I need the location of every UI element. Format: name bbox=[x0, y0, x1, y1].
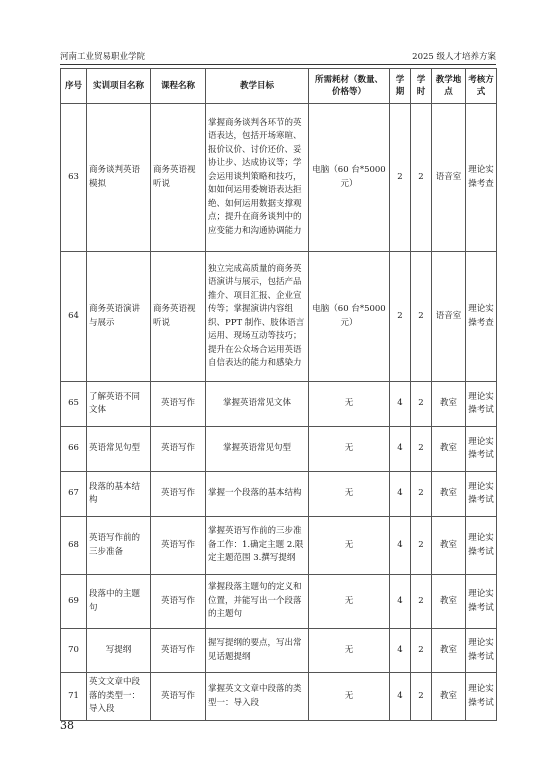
cell-no: 69 bbox=[61, 575, 87, 629]
cell-term: 4 bbox=[390, 517, 411, 575]
col-header-no: 序号 bbox=[61, 69, 87, 104]
table-row bbox=[61, 673, 497, 721]
cell-course: 英语写作 bbox=[151, 673, 206, 721]
table-row bbox=[61, 517, 497, 575]
cell-exam: 理论实操考试 bbox=[466, 517, 497, 575]
cell-place: 教室 bbox=[432, 382, 466, 427]
page-number: 38 bbox=[60, 719, 74, 732]
cell-no: 64 bbox=[61, 252, 87, 382]
training-table bbox=[60, 68, 497, 721]
cell-place: 语音室 bbox=[432, 252, 466, 382]
cell-place: 教室 bbox=[432, 472, 466, 517]
col-header-place: 教学地点 bbox=[432, 69, 466, 104]
cell-exam: 理论实操考试 bbox=[466, 382, 497, 427]
cell-hours: 2 bbox=[411, 472, 432, 517]
cell-materials: 电脑（60 台*5000 元） bbox=[309, 252, 390, 382]
cell-place: 教室 bbox=[432, 427, 466, 472]
cell-exam: 理论实操考试 bbox=[466, 472, 497, 517]
cell-no: 65 bbox=[61, 382, 87, 427]
cell-project: 英语常见句型 bbox=[87, 427, 151, 472]
cell-term: 4 bbox=[390, 673, 411, 721]
cell-project: 英语写作前的三步准备 bbox=[87, 517, 151, 575]
cell-term: 4 bbox=[390, 472, 411, 517]
header-school: 河南工业贸易职业学院 bbox=[60, 52, 146, 62]
table-row bbox=[61, 427, 497, 472]
cell-goal: 掌握一个段落的基本结构 bbox=[206, 472, 309, 517]
cell-exam: 理论实操考试 bbox=[466, 575, 497, 629]
cell-no: 67 bbox=[61, 472, 87, 517]
cell-exam: 理论实操考查 bbox=[466, 252, 497, 382]
cell-hours: 2 bbox=[411, 517, 432, 575]
cell-exam: 理论实操考试 bbox=[466, 629, 497, 673]
cell-place: 教室 bbox=[432, 673, 466, 721]
table-row bbox=[61, 252, 497, 382]
table-row bbox=[61, 575, 497, 629]
cell-materials: 无 bbox=[309, 575, 390, 629]
cell-materials: 无 bbox=[309, 673, 390, 721]
cell-materials: 无 bbox=[309, 427, 390, 472]
cell-hours: 2 bbox=[411, 427, 432, 472]
cell-term: 4 bbox=[390, 575, 411, 629]
cell-project: 了解英语不同文体 bbox=[87, 382, 151, 427]
cell-course: 英语写作 bbox=[151, 472, 206, 517]
cell-term: 2 bbox=[390, 104, 411, 252]
col-header-goal: 教学目标 bbox=[206, 69, 309, 104]
cell-place: 语音室 bbox=[432, 104, 466, 252]
cell-goal: 掌握商务谈判各环节的英语表达，包括开场寒暄、报价议价、讨价还价、妥协让步、达成协议等；学会运用谈判策略和技巧，如如何运用委婉语表达拒绝、如何运用数据支撑观点；提升在商务谈判中的应变能力和沟通协调能力 bbox=[206, 104, 309, 252]
col-header-course: 课程名称 bbox=[151, 69, 206, 104]
col-header-term: 学期 bbox=[390, 69, 411, 104]
cell-no: 66 bbox=[61, 427, 87, 472]
cell-exam: 理论实操考查 bbox=[466, 104, 497, 252]
cell-project: 段落的基本结构 bbox=[87, 472, 151, 517]
cell-goal: 掌握段落主题句的定义和位置，并能写出一个段落的主题句 bbox=[206, 575, 309, 629]
cell-course: 英语写作 bbox=[151, 517, 206, 575]
cell-goal: 握写提纲的要点，写出常见话题提纲 bbox=[206, 629, 309, 673]
cell-materials: 无 bbox=[309, 517, 390, 575]
cell-materials: 电脑（60 台*5000 元） bbox=[309, 104, 390, 252]
cell-no: 68 bbox=[61, 517, 87, 575]
cell-hours: 2 bbox=[411, 104, 432, 252]
cell-hours: 2 bbox=[411, 382, 432, 427]
col-header-hours: 学时 bbox=[411, 69, 432, 104]
table-row bbox=[61, 104, 497, 252]
cell-course: 英语写作 bbox=[151, 382, 206, 427]
table-header-row bbox=[61, 69, 497, 104]
cell-place: 教室 bbox=[432, 517, 466, 575]
cell-hours: 2 bbox=[411, 252, 432, 382]
cell-project: 段落中的主题句 bbox=[87, 575, 151, 629]
cell-place: 教室 bbox=[432, 575, 466, 629]
table-row bbox=[61, 629, 497, 673]
cell-term: 2 bbox=[390, 252, 411, 382]
cell-term: 4 bbox=[390, 427, 411, 472]
cell-course: 商务英语视听说 bbox=[151, 104, 206, 252]
table-row bbox=[61, 382, 497, 427]
header-doc-title: 2025 级人才培养方案 bbox=[412, 52, 496, 62]
cell-place: 教室 bbox=[432, 629, 466, 673]
cell-course: 商务英语视听说 bbox=[151, 252, 206, 382]
col-header-project: 实训项目名称 bbox=[87, 69, 151, 104]
cell-no: 71 bbox=[61, 673, 87, 721]
table-row bbox=[61, 472, 497, 517]
cell-materials: 无 bbox=[309, 472, 390, 517]
cell-term: 4 bbox=[390, 382, 411, 427]
cell-course: 英语写作 bbox=[151, 427, 206, 472]
cell-materials: 无 bbox=[309, 382, 390, 427]
cell-project: 写提纲 bbox=[87, 629, 151, 673]
cell-term: 4 bbox=[390, 629, 411, 673]
col-header-materials: 所需耗材（数量、价格等） bbox=[309, 69, 390, 104]
cell-course: 英语写作 bbox=[151, 575, 206, 629]
cell-goal: 掌握英语写作前的三步准备工作：1.确定主题 2.限定主题范围 3.撰写提纲 bbox=[206, 517, 309, 575]
cell-project: 商务谈判英语模拟 bbox=[87, 104, 151, 252]
cell-exam: 理论实操考试 bbox=[466, 427, 497, 472]
cell-goal: 掌握英语常见句型 bbox=[206, 427, 309, 472]
cell-goal: 独立完成高质量的商务英语演讲与展示，包括产品推介、项目汇报、企业宣传等；掌握演讲内容组织、PPT 制作、肢体语言运用、现场互动等技巧；提升在公众场合运用英语自信表达的能力和感染力 bbox=[206, 252, 309, 382]
cell-materials: 无 bbox=[309, 629, 390, 673]
cell-exam: 理论实操考试 bbox=[466, 673, 497, 721]
cell-goal: 掌握英文文章中段落的类型一：导入段 bbox=[206, 673, 309, 721]
cell-hours: 2 bbox=[411, 575, 432, 629]
page-header bbox=[60, 50, 496, 65]
cell-project: 英文文章中段落的类型一：导入段 bbox=[87, 673, 151, 721]
cell-project: 商务英语演讲与展示 bbox=[87, 252, 151, 382]
cell-hours: 2 bbox=[411, 673, 432, 721]
cell-no: 70 bbox=[61, 629, 87, 673]
cell-goal: 掌握英语常见文体 bbox=[206, 382, 309, 427]
col-header-exam: 考核方式 bbox=[466, 69, 497, 104]
cell-no: 63 bbox=[61, 104, 87, 252]
cell-hours: 2 bbox=[411, 629, 432, 673]
cell-course: 英语写作 bbox=[151, 629, 206, 673]
